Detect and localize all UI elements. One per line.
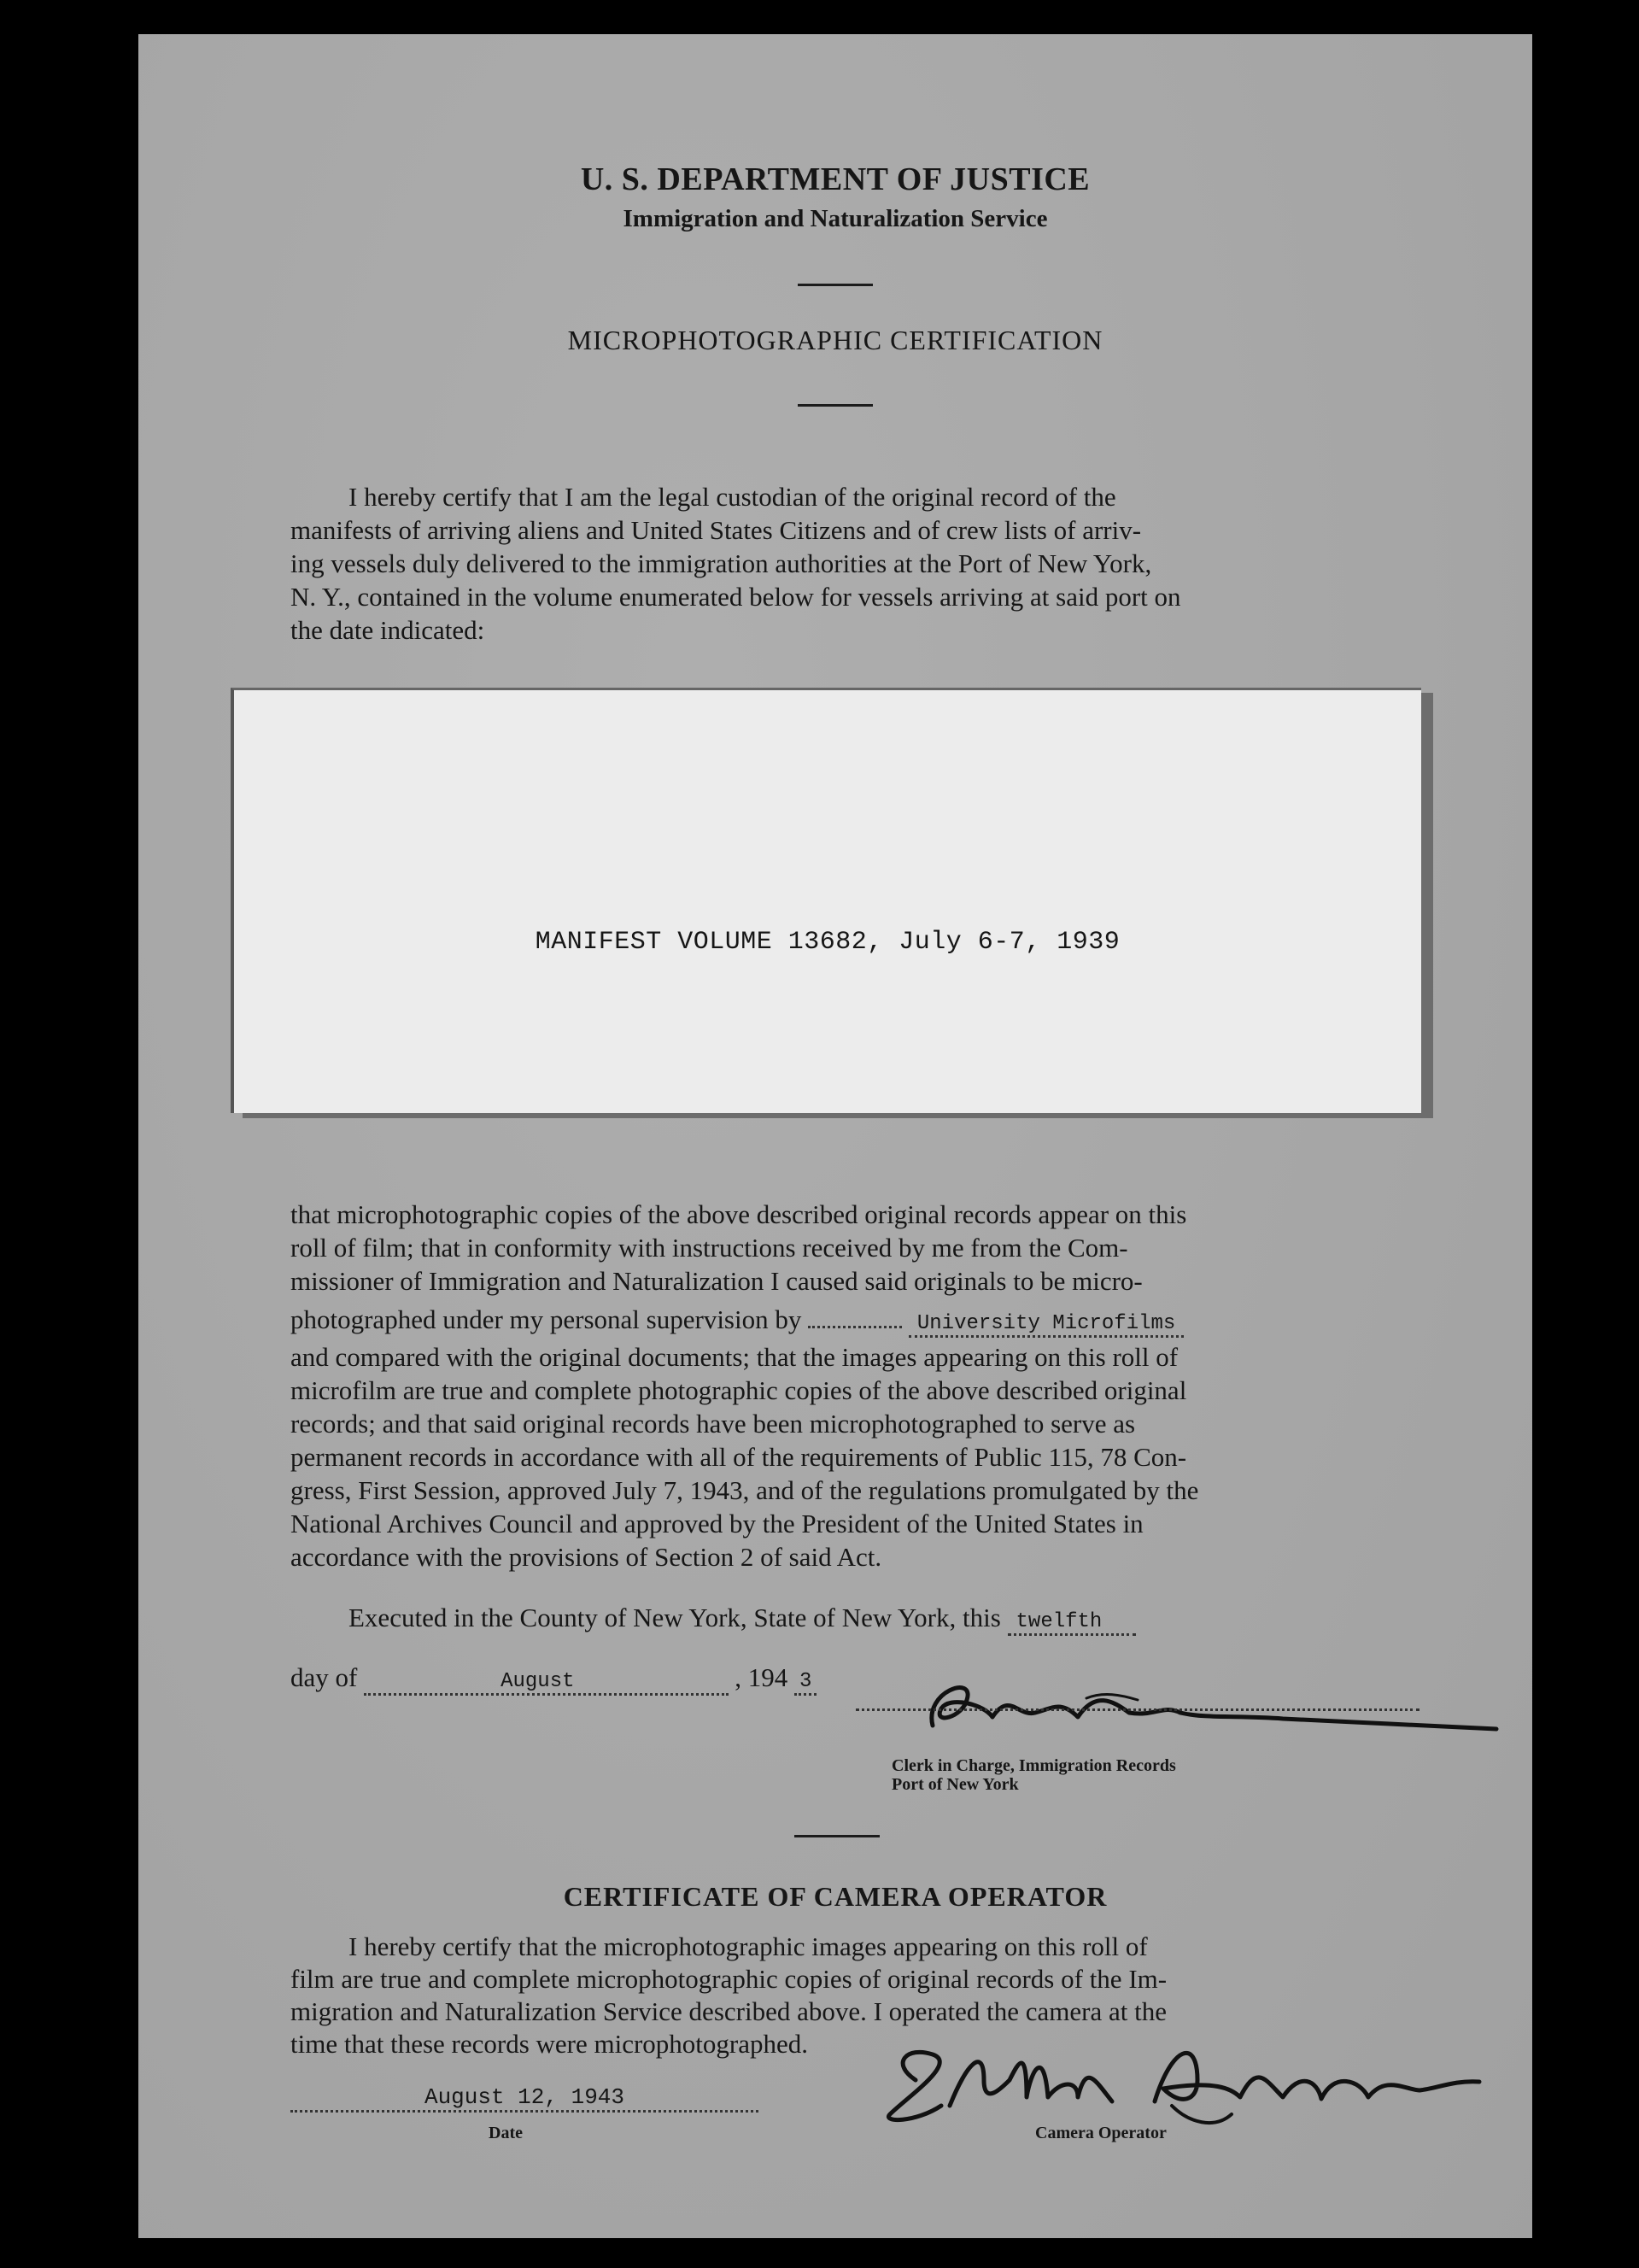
body-line: National Archives Council and approved by the President of the United States in: [290, 1509, 1144, 1538]
dotted-leader: [808, 1326, 902, 1328]
service-subheading: Immigration and Naturalization Service: [623, 205, 1048, 232]
divider: [794, 1835, 880, 1837]
intro-paragraph: [290, 480, 1387, 647]
day-of-line: [290, 1662, 817, 1693]
certificate-sheet: [138, 34, 1532, 2238]
date-value: August 12, 1943: [424, 2084, 625, 2110]
body-line: records; and that said original records have been microphotographed to serve as: [290, 1409, 1136, 1439]
clerk-title: [892, 1756, 1176, 1794]
day-of-label: day of: [290, 1662, 358, 1692]
intro-line: ing vessels duly delivered to the immigration authorities at the Port of New York,: [290, 548, 1152, 578]
executed-prefix: Executed in the County of New York, State of New York, this: [348, 1603, 1001, 1632]
clerk-signature-line: [856, 1708, 1419, 1711]
body-line: microfilm are true and complete photographic copies of the above described original: [290, 1375, 1187, 1405]
body-line: accordance with the provisions of Section 2 of said Act.: [290, 1542, 882, 1572]
date-label: Date: [489, 2124, 523, 2142]
executed-line: [348, 1603, 1136, 1633]
operator-signature: [856, 2029, 1556, 2140]
intro-line: manifests of arriving aliens and United States Citizens and of crew lists of arriv-: [290, 515, 1142, 545]
body-line: and compared with the original documents; that the images appearing on this roll of: [290, 1342, 1179, 1372]
intro-line: I hereby certify that I am the legal custodian of the original record of the: [348, 482, 1116, 512]
intro-line: N. Y., contained in the volume enumerated below for vessels arriving at said port on: [290, 582, 1181, 612]
year-prefix: , 194: [735, 1662, 788, 1692]
certification-title: MICROPHOTOGRAPHIC CERTIFICATION: [567, 325, 1103, 355]
clerk-title-line: Clerk in Charge, Immigration Records: [892, 1756, 1176, 1775]
executed-day-value: twelfth: [1008, 1610, 1137, 1636]
camera-certificate-title: CERTIFICATE OF CAMERA OPERATOR: [563, 1881, 1108, 1912]
intro-line: the date indicated:: [290, 615, 485, 645]
camera-line: time that these records were microphotographed.: [290, 2029, 808, 2059]
photographed-by-prefix: photographed under my personal supervision by: [290, 1304, 802, 1334]
clerk-title-line: Port of New York: [892, 1775, 1019, 1794]
divider: [798, 404, 873, 407]
photographed-by-value: University Microfilms: [909, 1312, 1184, 1338]
body-line: that microphotographic copies of the above described original records appear on this: [290, 1199, 1187, 1229]
camera-line: I hereby certify that the microphotographic images appearing on this roll of: [348, 1931, 1148, 1961]
month-value: August: [364, 1670, 728, 1696]
manifest-volume-text: MANIFEST VOLUME 13682, July 6-7, 1939: [535, 928, 1121, 957]
camera-line: migration and Naturalization Service described above. I operated the camera at the: [290, 1996, 1167, 2026]
photographed-by-line: [290, 1303, 1387, 1340]
divider: [798, 284, 873, 286]
body-line: permanent records in accordance with all of the requirements of Public 115, 78 Con-: [290, 1442, 1187, 1472]
body-line: gress, First Session, approved July 7, 1943, and of the regulations promulgated by the: [290, 1475, 1199, 1505]
year-value: 3: [794, 1670, 817, 1696]
manifest-card: [231, 688, 1421, 1113]
camera-line: film are true and complete microphotographic copies of original records of the Im-: [290, 1964, 1168, 1994]
body-line: missioner of Immigration and Naturalization I caused said originals to be micro-: [290, 1266, 1143, 1296]
camera-operator-label: Camera Operator: [1035, 2124, 1167, 2142]
body-line: roll of film; that in conformity with instructions received by me from the Com-: [290, 1233, 1128, 1263]
date-field: [290, 2084, 758, 2113]
department-heading: U. S. DEPARTMENT OF JUSTICE: [580, 161, 1091, 197]
body-paragraph: [290, 1198, 1387, 1574]
